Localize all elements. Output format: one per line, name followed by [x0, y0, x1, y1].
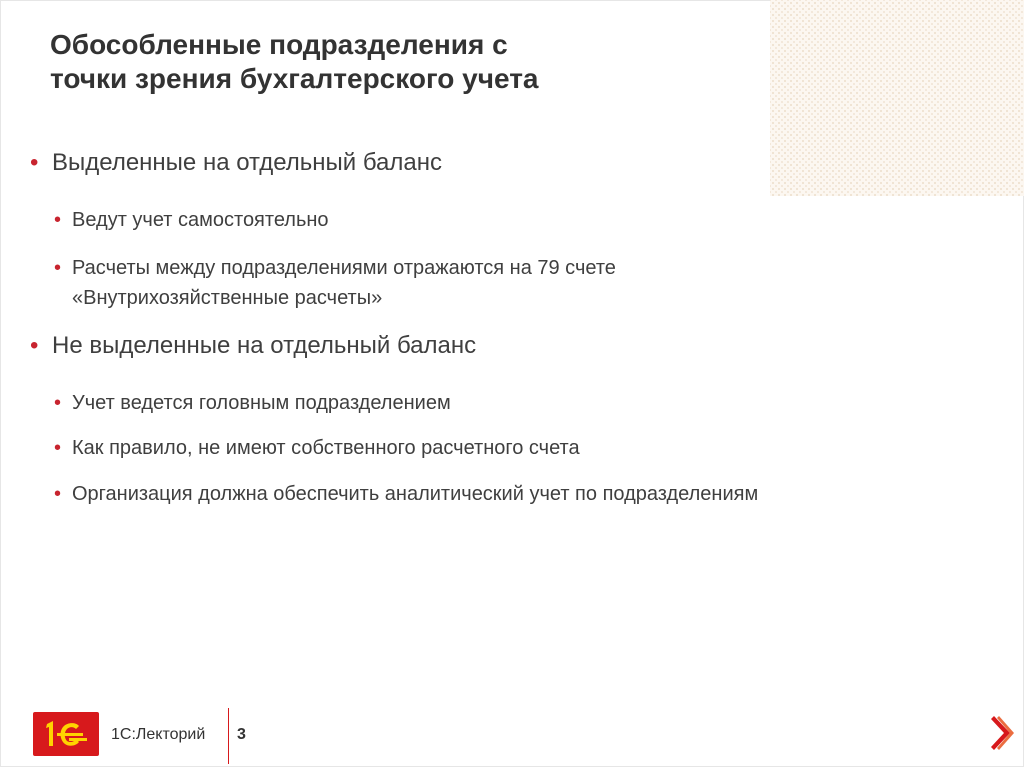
bullet-item — [30, 148, 443, 178]
bullet-dot: • — [54, 209, 62, 231]
bullet-item — [54, 253, 616, 313]
bullet-text: Как правило, не имеют собственного расчетного счета — [72, 437, 580, 459]
bullet-item — [30, 331, 477, 361]
1c-logo-mark — [33, 712, 99, 756]
bullet-item — [54, 433, 580, 463]
slide-title — [50, 28, 750, 96]
bullet-item — [54, 388, 451, 418]
title-line-2: точки зрения бухгалтерского учета — [50, 63, 539, 94]
bullet-text: Ведут учет самостоятельно — [72, 209, 329, 231]
bullet-text: Выделенные на отдельный баланс — [52, 149, 443, 176]
title-line-1: Обособленные подразделения с — [50, 29, 508, 60]
brand-name: 1С:Лекторий — [111, 726, 206, 743]
bullet-dot: • — [54, 257, 62, 279]
bullet-text: Учет ведется головным подразделением — [72, 392, 451, 414]
footer — [0, 700, 1024, 767]
bullet-text: Не выделенные на отдельный баланс — [52, 332, 477, 359]
bullet-text: Расчеты между подразделениями отражаются на 79 счете — [72, 257, 616, 279]
1c-logo — [33, 712, 99, 756]
bullet-text: Организация должна обеспечить аналитический учет по подразделениям — [72, 483, 759, 505]
page-number: 3 — [237, 726, 246, 743]
footer-divider — [228, 708, 229, 764]
bullet-dot: • — [30, 149, 39, 176]
bullet-dot: • — [54, 437, 62, 459]
bullet-dot: • — [54, 483, 62, 505]
chevron-right-icon[interactable] — [988, 712, 1016, 754]
decorative-pattern — [770, 0, 1024, 196]
bullet-dot: • — [54, 392, 62, 414]
bullet-text: «Внутрихозяйственные расчеты» — [72, 287, 383, 309]
bullet-item — [54, 479, 759, 509]
bullet-dot: • — [30, 332, 39, 359]
bullet-item — [54, 205, 329, 235]
